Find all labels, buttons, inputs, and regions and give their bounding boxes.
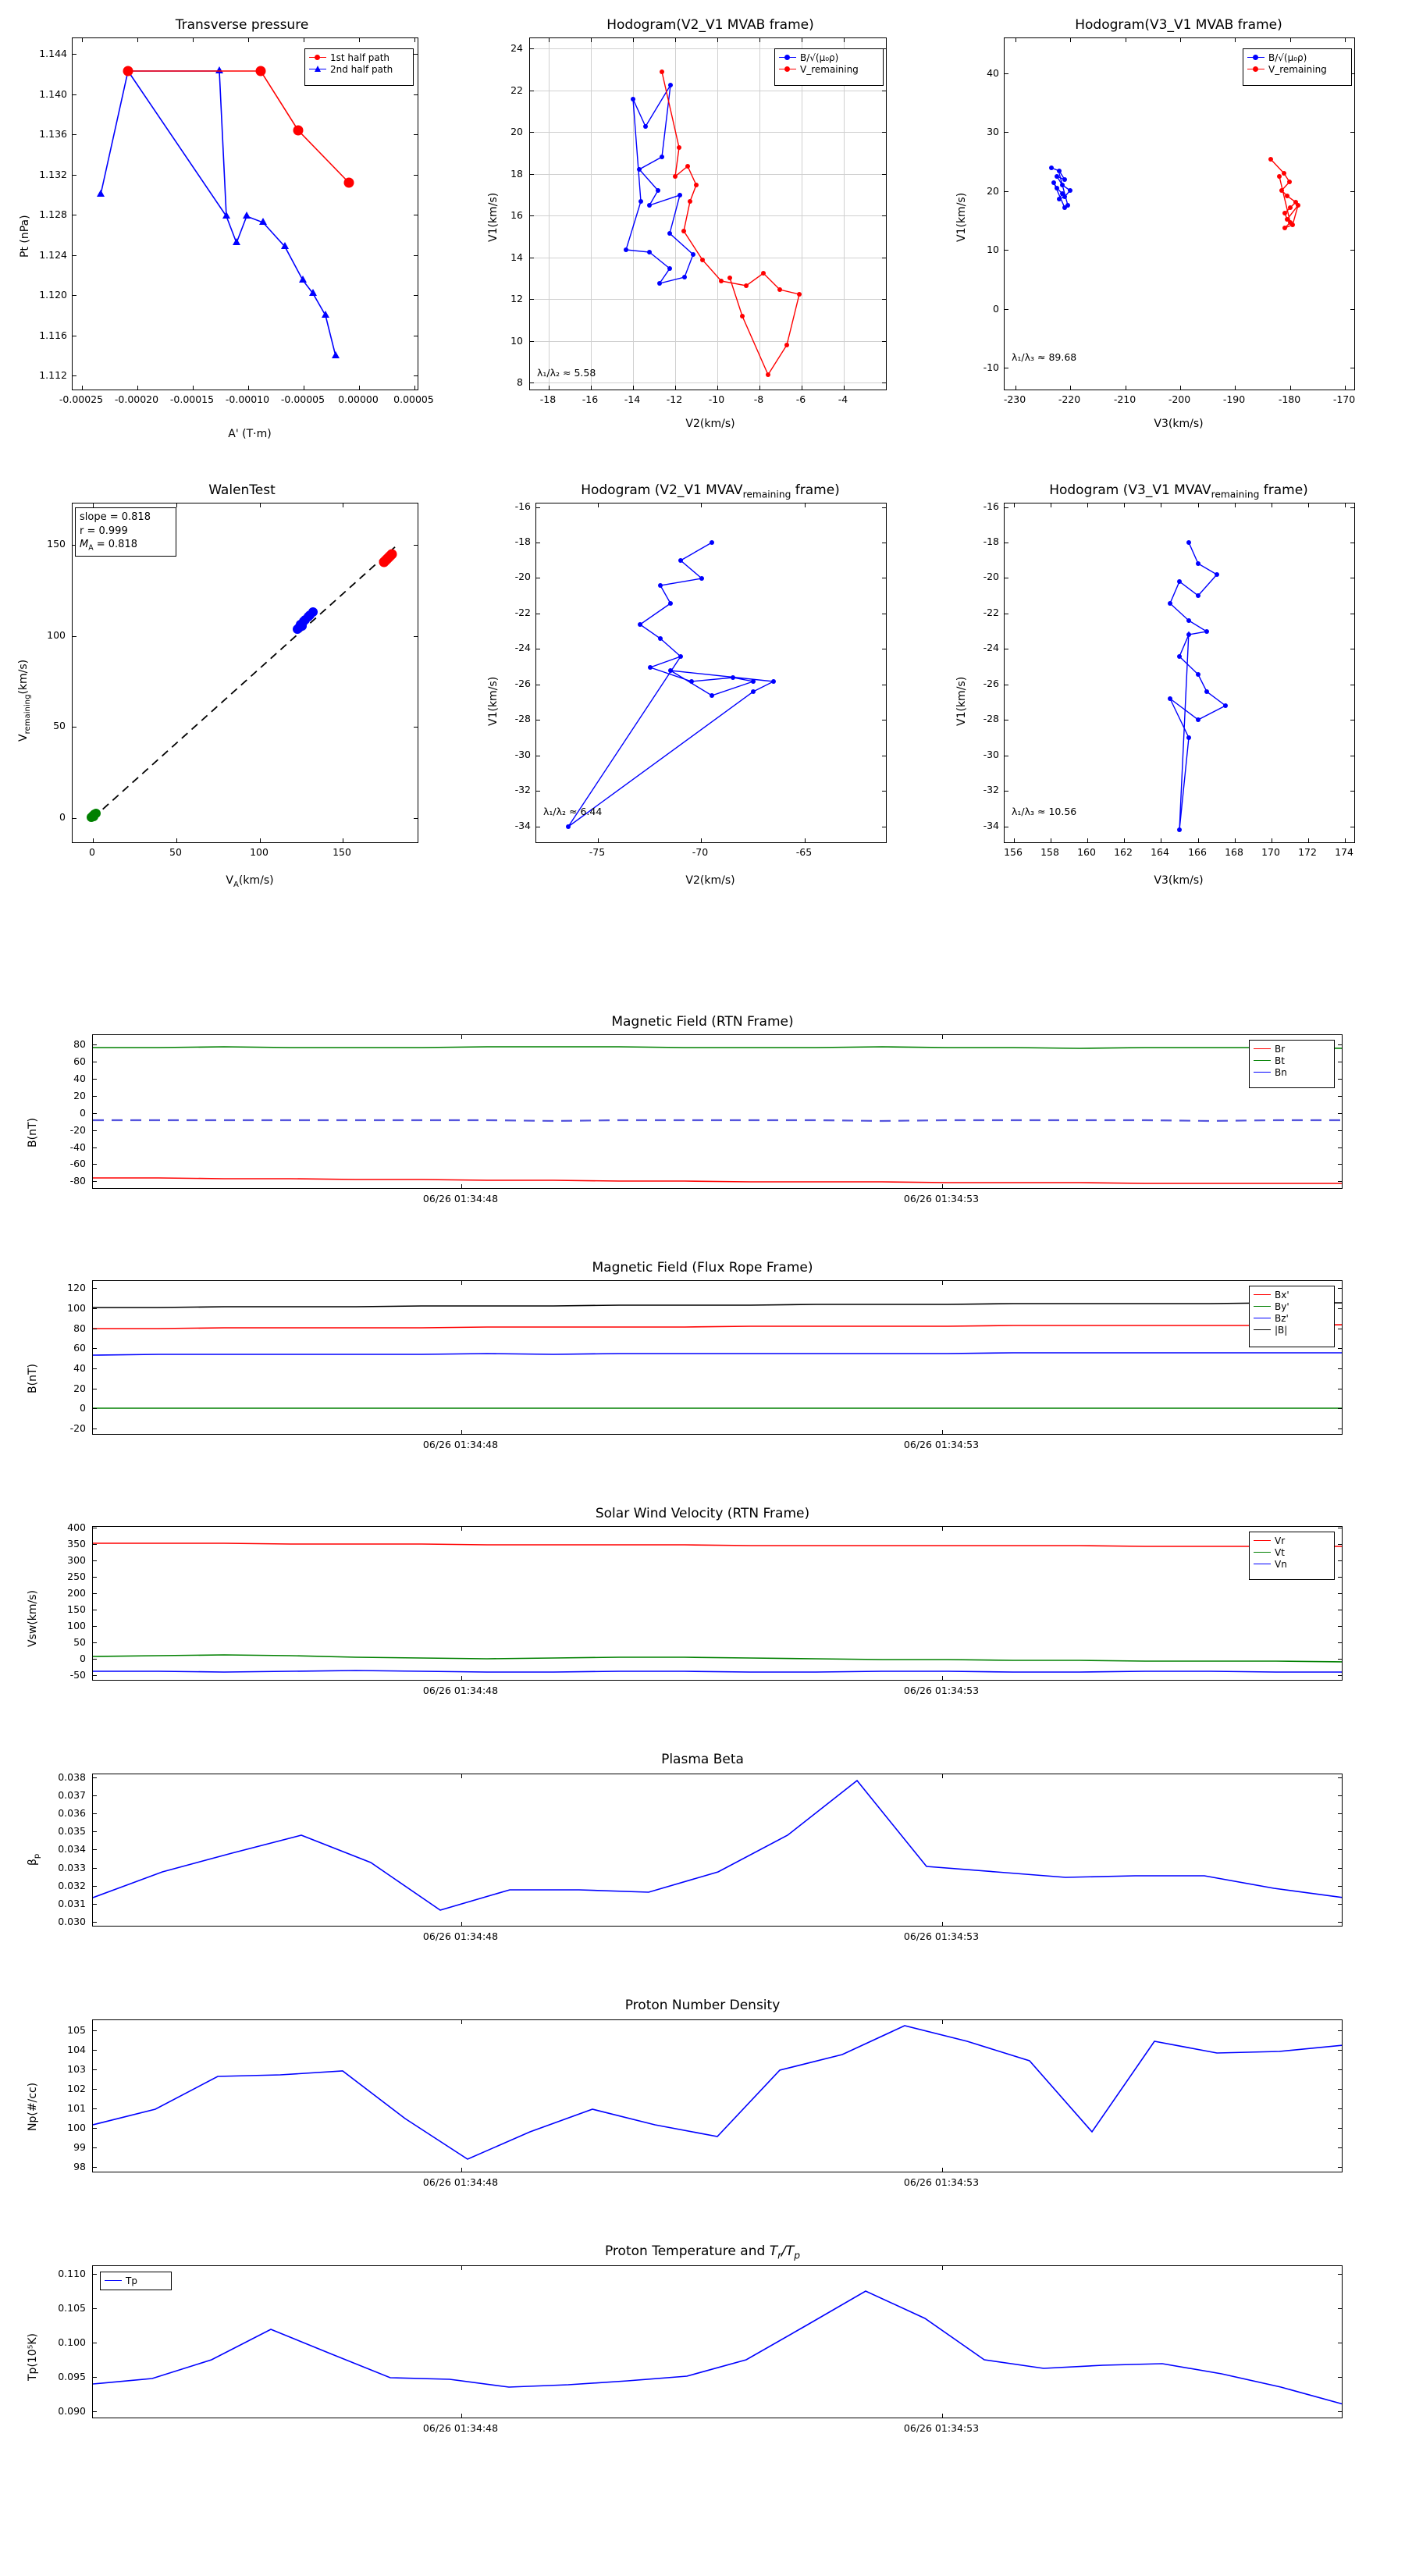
y-tick-label: -10 bbox=[983, 361, 999, 373]
x-tick-label: 06/26 01:34:53 bbox=[903, 2176, 980, 2188]
series-2nd-half-path bbox=[101, 71, 336, 356]
y-tick-label: 150 bbox=[67, 1603, 86, 1615]
legend-item: By' bbox=[1254, 1300, 1330, 1312]
series-layer bbox=[73, 38, 418, 390]
x-tick-label: -0.00025 bbox=[59, 393, 104, 405]
plot-area bbox=[92, 1526, 1343, 1681]
x-tick-label: 150 bbox=[333, 846, 351, 858]
x-tick-label: -180 bbox=[1278, 393, 1301, 405]
legend-line-vt-icon bbox=[1254, 1552, 1271, 1553]
y-axis-label: Vsw(km/s) bbox=[27, 1589, 39, 1647]
x-tick-label: 06/26 01:34:53 bbox=[903, 1439, 980, 1450]
y-tick-label: -20 bbox=[69, 1422, 86, 1434]
y-tick-label: 103 bbox=[67, 2063, 86, 2075]
y-tick-label: 0.095 bbox=[58, 2371, 86, 2382]
y-tick-label: 1.112 bbox=[39, 369, 67, 381]
x-axis-label: V2(km/s) bbox=[685, 874, 735, 887]
x-tick-label: 06/26 01:34:53 bbox=[903, 1193, 980, 1204]
series-vn bbox=[93, 1670, 1343, 1672]
y-tick-label: 0 bbox=[59, 811, 66, 823]
y-tick-label: -60 bbox=[69, 1158, 86, 1169]
y-tick-label: 120 bbox=[67, 1282, 86, 1293]
y-tick-label: 300 bbox=[67, 1554, 86, 1566]
x-tick-label: 0 bbox=[89, 846, 95, 858]
y-axis-label: $V_{remaining}(km/s)$ bbox=[17, 659, 32, 742]
y-axis-label: B(nT) bbox=[27, 1364, 39, 1393]
y-tick-label: 1.136 bbox=[39, 128, 67, 140]
plot-area bbox=[1004, 37, 1355, 390]
y-tick-label: 18 bbox=[510, 168, 523, 180]
plot-area bbox=[92, 1280, 1343, 1435]
series-vr bbox=[93, 1543, 1343, 1546]
plot-area bbox=[535, 503, 887, 843]
panel-hodogram-v2v1-mvab bbox=[468, 0, 937, 453]
y-tick-label: 1.144 bbox=[39, 48, 67, 59]
x-tick-label: -16 bbox=[582, 393, 599, 405]
x-tick-label: 06/26 01:34:48 bbox=[422, 1439, 499, 1450]
chart-title: Hodogram(V2_V1 MVAB frame) bbox=[606, 17, 814, 33]
y-axis-label: V1(km/s) bbox=[487, 192, 500, 242]
y-tick-label: -22 bbox=[983, 607, 999, 618]
chart-title: Hodogram(V3_V1 MVAB frame) bbox=[1075, 17, 1282, 33]
legend-item: Bx' bbox=[1254, 1289, 1330, 1300]
series-bz bbox=[93, 1353, 1343, 1355]
chart-title: Transverse pressure bbox=[175, 17, 309, 33]
x-axis-label: V2(km/s) bbox=[685, 418, 735, 430]
x-axis-label: $V_A(km/s)$ bbox=[226, 874, 274, 889]
x-tick-label: 0.00000 bbox=[338, 393, 379, 405]
legend bbox=[100, 2272, 172, 2290]
plot-area bbox=[72, 37, 418, 390]
y-tick-label: 60 bbox=[73, 1342, 86, 1354]
series-layer bbox=[93, 1035, 1343, 1189]
x-tick-label: 162 bbox=[1114, 846, 1133, 858]
legend-marker-circle-icon bbox=[309, 57, 326, 58]
series-bx bbox=[93, 1325, 1343, 1329]
series-babs bbox=[93, 1303, 1343, 1308]
series-br bbox=[93, 1178, 1343, 1183]
markers-group-green bbox=[87, 809, 101, 822]
panel-transverse-pressure bbox=[0, 0, 468, 453]
panel-hodogram-v3v1-mvav bbox=[937, 468, 1405, 906]
legend bbox=[1249, 1532, 1335, 1580]
y-tick-label: 0 bbox=[80, 1653, 86, 1664]
y-tick-label: 1.140 bbox=[39, 88, 67, 100]
x-tick-label: 166 bbox=[1188, 846, 1207, 858]
y-tick-label: 80 bbox=[73, 1322, 86, 1334]
markers-2nd-half bbox=[97, 66, 340, 358]
y-tick-label: 0.090 bbox=[58, 2405, 86, 2417]
x-tick-label: 0.00005 bbox=[393, 393, 434, 405]
y-tick-label: -40 bbox=[69, 1141, 86, 1153]
legend-item: Vn bbox=[1254, 1558, 1330, 1570]
y-tick-label: 0.036 bbox=[58, 1807, 86, 1819]
x-axis-label: V3(km/s) bbox=[1154, 418, 1204, 430]
legend-line-bx-icon bbox=[1254, 1294, 1271, 1295]
panel-magnetic-field-rtn bbox=[0, 1003, 1405, 1229]
x-tick-label: -220 bbox=[1058, 393, 1081, 405]
series-layer bbox=[93, 1281, 1343, 1435]
legend-item: B/√(μ₀ρ) bbox=[1247, 52, 1347, 63]
y-tick-label: 150 bbox=[47, 538, 66, 550]
panel-proton-temperature bbox=[0, 2233, 1405, 2467]
chart-title: Hodogram (V3_V1 $MVAV_{remaining}$ frame) bbox=[1049, 482, 1308, 500]
x-tick-label: -75 bbox=[589, 846, 606, 858]
y-tick-label: 1.116 bbox=[39, 329, 67, 341]
series-v1-v3-trace bbox=[1170, 543, 1225, 830]
y-tick-label: 14 bbox=[510, 251, 523, 263]
y-tick-label: 1.124 bbox=[39, 249, 67, 261]
y-tick-label: -20 bbox=[69, 1124, 86, 1136]
fit-line bbox=[93, 546, 397, 818]
y-tick-label: 1.128 bbox=[39, 208, 67, 220]
eigenvalue-ratio-annotation: λ₁/λ₃ ≈ 89.68 bbox=[1012, 351, 1077, 363]
x-tick-label: 168 bbox=[1225, 846, 1243, 858]
y-tick-label: 0 bbox=[993, 303, 999, 315]
panel-hodogram-v3v1-mvab bbox=[937, 0, 1405, 453]
x-tick-label: -12 bbox=[666, 393, 683, 405]
y-axis-label: V1(km/s) bbox=[955, 192, 968, 242]
y-tick-label: 80 bbox=[73, 1038, 86, 1050]
legend-item: Bn bbox=[1254, 1066, 1330, 1078]
series-tp bbox=[93, 2291, 1343, 2404]
legend bbox=[1243, 48, 1352, 86]
y-tick-label: -24 bbox=[983, 642, 999, 653]
x-tick-label: -14 bbox=[624, 393, 641, 405]
chart-title: Magnetic Field (Flux Rope Frame) bbox=[592, 1260, 813, 1276]
x-tick-label: 06/26 01:34:48 bbox=[422, 2422, 499, 2434]
x-axis-label: V3(km/s) bbox=[1154, 874, 1204, 887]
x-tick-label: -200 bbox=[1168, 393, 1191, 405]
y-tick-label: 0.037 bbox=[58, 1789, 86, 1801]
r-value: r = 0.999 bbox=[80, 525, 128, 537]
y-tick-label: 100 bbox=[67, 1302, 86, 1314]
x-tick-label: -70 bbox=[692, 846, 709, 858]
legend-item: B/√(μ₀ρ) bbox=[779, 52, 879, 63]
x-tick-label: -6 bbox=[795, 393, 806, 405]
series-vt bbox=[93, 1655, 1343, 1662]
y-tick-label: 0.105 bbox=[58, 2302, 86, 2314]
plot-area bbox=[92, 1774, 1343, 1927]
chart-title: Hodogram (V2_V1 $MVAV_{remaining}$ frame) bbox=[581, 482, 840, 500]
y-tick-label: 50 bbox=[53, 720, 66, 731]
y-tick-label: 40 bbox=[987, 67, 999, 79]
series-v-remaining bbox=[662, 72, 799, 375]
legend bbox=[1249, 1040, 1335, 1088]
x-tick-label: -0.00015 bbox=[169, 393, 215, 405]
y-tick-label: -28 bbox=[983, 713, 999, 724]
plot-area bbox=[92, 1034, 1343, 1189]
legend-line-blue-icon bbox=[1247, 57, 1264, 58]
y-tick-label: 1.132 bbox=[39, 169, 67, 180]
x-tick-label: 06/26 01:34:48 bbox=[422, 1685, 499, 1696]
chart-title: Proton Temperature and $T_r/T_p$ bbox=[604, 2243, 801, 2261]
x-tick-label: 50 bbox=[169, 846, 182, 858]
y-axis-label: Np(#/cc) bbox=[27, 2082, 39, 2131]
y-tick-label: 60 bbox=[73, 1055, 86, 1067]
legend-item: Bz' bbox=[1254, 1312, 1330, 1324]
x-tick-label: 156 bbox=[1004, 846, 1023, 858]
y-tick-label: 16 bbox=[510, 209, 523, 221]
y-tick-label: 200 bbox=[67, 1587, 86, 1599]
y-tick-label: 100 bbox=[67, 2122, 86, 2133]
y-tick-label: 50 bbox=[73, 1636, 86, 1648]
legend-item: Tp bbox=[105, 2275, 167, 2286]
series-layer bbox=[93, 2266, 1343, 2418]
series-layer bbox=[1005, 38, 1355, 390]
legend-line-blue-icon bbox=[779, 57, 796, 58]
chart-title: Magnetic Field (RTN Frame) bbox=[611, 1014, 794, 1030]
y-tick-label: 1.120 bbox=[39, 289, 67, 301]
y-tick-label: -24 bbox=[514, 642, 531, 653]
x-tick-label: -170 bbox=[1332, 393, 1356, 405]
legend-line-tp-icon bbox=[105, 2280, 122, 2281]
y-tick-label: 10 bbox=[987, 244, 999, 255]
y-tick-label: 0.033 bbox=[58, 1862, 86, 1873]
series-np bbox=[93, 2026, 1343, 2159]
x-axis-label: A' (T·m) bbox=[228, 428, 272, 440]
x-tick-label: 06/26 01:34:48 bbox=[422, 2176, 499, 2188]
series-alfven-velocity bbox=[626, 85, 693, 283]
y-tick-label: 350 bbox=[67, 1538, 86, 1550]
legend bbox=[1249, 1286, 1335, 1347]
series-v-remaining bbox=[1271, 159, 1298, 228]
series-plasma-beta bbox=[93, 1781, 1343, 1910]
panel-magnetic-field-fluxrope bbox=[0, 1249, 1405, 1475]
y-tick-label: 100 bbox=[47, 629, 66, 641]
chart-title: Plasma Beta bbox=[661, 1752, 744, 1767]
x-tick-label: -0.00010 bbox=[225, 393, 270, 405]
x-tick-label: -8 bbox=[753, 393, 764, 405]
series-layer bbox=[93, 1774, 1343, 1927]
y-tick-label: 0.032 bbox=[58, 1880, 86, 1891]
y-tick-label: 0.035 bbox=[58, 1825, 86, 1837]
slope-value: slope = 0.818 bbox=[80, 511, 151, 523]
mach-value: $M_A = 0.818$ bbox=[80, 539, 137, 553]
x-tick-label: 164 bbox=[1151, 846, 1169, 858]
y-axis-label: B(nT) bbox=[27, 1118, 39, 1147]
y-tick-label: 0.100 bbox=[58, 2336, 86, 2348]
y-tick-label: -34 bbox=[514, 820, 531, 831]
x-tick-label: 06/26 01:34:53 bbox=[903, 1685, 980, 1696]
legend-item: Vr bbox=[1254, 1535, 1330, 1546]
y-tick-label: 0.030 bbox=[58, 1916, 86, 1927]
y-tick-label: 0.031 bbox=[58, 1898, 86, 1909]
plot-area bbox=[529, 37, 887, 390]
y-tick-label: 0.034 bbox=[58, 1843, 86, 1855]
y-tick-label: 250 bbox=[67, 1571, 86, 1582]
x-tick-label: -10 bbox=[708, 393, 725, 405]
eigenvalue-ratio-annotation: λ₁/λ₂ ≈ 5.58 bbox=[537, 367, 596, 379]
x-tick-label: 170 bbox=[1261, 846, 1280, 858]
y-tick-label: 40 bbox=[73, 1073, 86, 1084]
y-axis-label: Tp(10⁵K) bbox=[27, 2333, 39, 2381]
y-tick-label: -50 bbox=[69, 1669, 86, 1681]
markers-group-red bbox=[379, 550, 397, 568]
series-layer bbox=[1005, 503, 1355, 843]
y-tick-label: -30 bbox=[983, 749, 999, 760]
legend-line-bn-icon bbox=[1254, 1072, 1271, 1073]
y-tick-label: -20 bbox=[983, 571, 999, 582]
chart-title: Proton Number Density bbox=[624, 1998, 781, 2013]
y-tick-label: 100 bbox=[67, 1620, 86, 1631]
y-tick-label: 98 bbox=[73, 2161, 86, 2172]
x-tick-label: -190 bbox=[1222, 393, 1246, 405]
panel-proton-number-density bbox=[0, 1987, 1405, 2213]
y-axis-label: V1(km/s) bbox=[487, 676, 500, 726]
series-bt bbox=[93, 1047, 1343, 1048]
y-tick-label: 40 bbox=[73, 1362, 86, 1374]
y-tick-label: -22 bbox=[514, 607, 531, 618]
panel-solar-wind-velocity bbox=[0, 1495, 1405, 1721]
x-tick-label: 174 bbox=[1335, 846, 1353, 858]
y-tick-label: 22 bbox=[510, 84, 523, 96]
y-tick-label: -18 bbox=[514, 535, 531, 547]
y-tick-label: 24 bbox=[510, 42, 523, 54]
y-tick-label: 99 bbox=[73, 2141, 86, 2153]
y-tick-label: 20 bbox=[73, 1090, 86, 1101]
x-tick-label: -210 bbox=[1113, 393, 1136, 405]
y-tick-label: 20 bbox=[73, 1382, 86, 1394]
y-tick-label: 0 bbox=[80, 1107, 86, 1119]
y-tick-label: -16 bbox=[983, 500, 999, 512]
x-tick-label: -18 bbox=[539, 393, 557, 405]
y-tick-label: 101 bbox=[67, 2102, 86, 2114]
y-tick-label: 20 bbox=[510, 126, 523, 137]
y-tick-label: -28 bbox=[514, 713, 531, 724]
legend-item: Bt bbox=[1254, 1055, 1330, 1066]
x-tick-label: 158 bbox=[1040, 846, 1059, 858]
eigenvalue-ratio-annotation: λ₁/λ₂ ≈ 6.44 bbox=[543, 806, 603, 817]
y-tick-label: 20 bbox=[987, 185, 999, 197]
panel-hodogram-v2v1-mvav bbox=[468, 468, 937, 906]
eigenvalue-ratio-annotation: λ₁/λ₃ ≈ 10.56 bbox=[1012, 806, 1077, 817]
legend-line-babs-icon bbox=[1254, 1329, 1271, 1330]
series-layer bbox=[93, 2020, 1343, 2172]
legend-item: 2nd half path bbox=[309, 63, 409, 75]
x-tick-label: -0.00020 bbox=[114, 393, 159, 405]
plot-area bbox=[92, 2019, 1343, 2172]
series-alfven-velocity bbox=[1051, 168, 1070, 208]
legend-item: V_remaining bbox=[779, 63, 879, 75]
legend bbox=[304, 48, 414, 86]
y-axis-label: Pt (nPa) bbox=[19, 215, 31, 258]
y-tick-label: 10 bbox=[510, 335, 523, 347]
markers-v-remaining bbox=[660, 69, 802, 377]
y-tick-label: -34 bbox=[983, 820, 999, 831]
plot-area bbox=[1004, 503, 1355, 843]
y-tick-label: -16 bbox=[514, 500, 531, 512]
y-tick-label: -32 bbox=[983, 784, 999, 795]
chart-title: Solar Wind Velocity (RTN Frame) bbox=[595, 1506, 810, 1521]
y-tick-label: 12 bbox=[510, 293, 523, 304]
plot-area bbox=[92, 2265, 1343, 2418]
legend-item: 1st half path bbox=[309, 52, 409, 63]
x-tick-label: 06/26 01:34:53 bbox=[903, 2422, 980, 2434]
y-tick-label: -20 bbox=[514, 571, 531, 582]
x-tick-label: 06/26 01:34:48 bbox=[422, 1930, 499, 1942]
series-bn bbox=[93, 1120, 1343, 1121]
series-1st-half-path bbox=[128, 71, 349, 183]
y-tick-label: -26 bbox=[514, 678, 531, 689]
y-tick-label: 102 bbox=[67, 2083, 86, 2094]
y-tick-label: 105 bbox=[67, 2024, 86, 2036]
chart-title: WalenTest bbox=[208, 482, 276, 498]
legend-item: Vt bbox=[1254, 1546, 1330, 1558]
y-tick-label: 0.038 bbox=[58, 1771, 86, 1783]
legend-line-br-icon bbox=[1254, 1048, 1271, 1049]
y-tick-label: -30 bbox=[514, 749, 531, 760]
x-tick-label: 06/26 01:34:48 bbox=[422, 1193, 499, 1204]
x-tick-label: 160 bbox=[1077, 846, 1096, 858]
y-axis-label: V1(km/s) bbox=[955, 676, 968, 726]
legend-item: Br bbox=[1254, 1043, 1330, 1055]
y-axis-label: $\beta_p$ bbox=[27, 1853, 41, 1866]
x-tick-label: 06/26 01:34:53 bbox=[903, 1930, 980, 1942]
legend bbox=[774, 48, 884, 86]
y-tick-label: 30 bbox=[987, 126, 999, 137]
fit-stats-box bbox=[75, 507, 176, 557]
y-tick-label: -32 bbox=[514, 784, 531, 795]
x-tick-label: -4 bbox=[838, 393, 848, 405]
y-tick-label: 104 bbox=[67, 2044, 86, 2055]
y-tick-label: -80 bbox=[69, 1175, 86, 1187]
y-tick-label: -26 bbox=[983, 678, 999, 689]
legend-item: |B| bbox=[1254, 1324, 1330, 1336]
legend-line-vr-icon bbox=[1254, 1540, 1271, 1541]
panel-walen-test bbox=[0, 468, 468, 906]
y-tick-label: 0.110 bbox=[58, 2268, 86, 2279]
y-tick-label: 0 bbox=[80, 1402, 86, 1414]
y-tick-label: -18 bbox=[983, 535, 999, 547]
y-tick-label: 8 bbox=[517, 376, 523, 388]
legend-line-bt-icon bbox=[1254, 1060, 1271, 1061]
legend-line-by-icon bbox=[1254, 1306, 1271, 1307]
x-tick-label: -230 bbox=[1003, 393, 1026, 405]
series-layer bbox=[93, 1527, 1343, 1681]
series-layer bbox=[536, 503, 887, 843]
series-v1-v2-trace bbox=[568, 543, 774, 827]
x-tick-label: 100 bbox=[250, 846, 269, 858]
x-tick-label: 172 bbox=[1298, 846, 1317, 858]
x-tick-label: -0.00005 bbox=[280, 393, 325, 405]
panel-plasma-beta bbox=[0, 1741, 1405, 1967]
y-tick-label: 400 bbox=[67, 1521, 86, 1533]
x-tick-label: -65 bbox=[795, 846, 813, 858]
series-layer bbox=[530, 38, 887, 390]
legend-item: V_remaining bbox=[1247, 63, 1347, 75]
